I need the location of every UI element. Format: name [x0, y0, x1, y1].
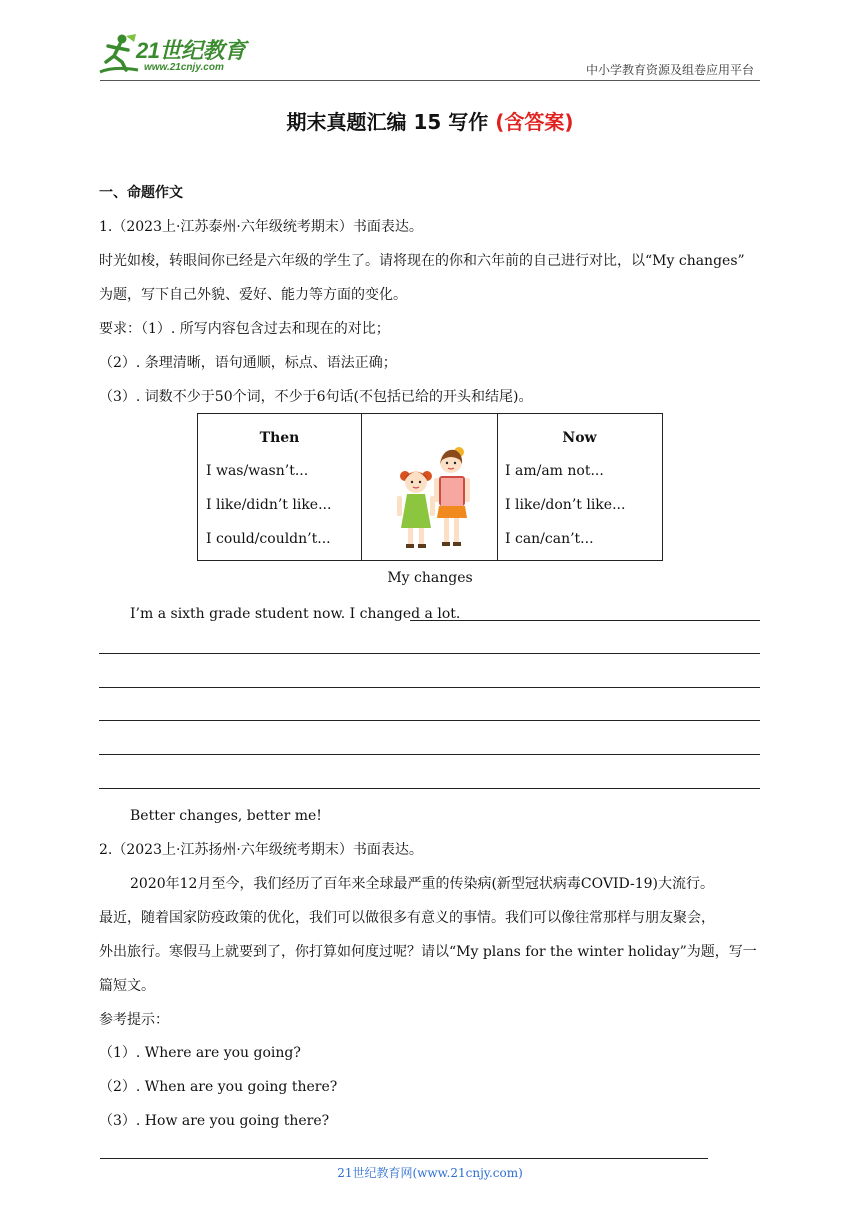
- title-main: 期末真题汇编 15 写作: [286, 110, 496, 134]
- now-item: I like/don’t like...: [505, 497, 626, 513]
- essay-closing: Better changes, better me!: [130, 808, 322, 824]
- q1-prompt-line1: 时光如梭，转眼间你已经是六年级的学生了。请将现在的你和六年前的自己进行对比，以“My changes”: [99, 253, 745, 269]
- then-column: [198, 414, 362, 560]
- now-item: I can/can’t...: [505, 531, 594, 547]
- writing-line: [99, 653, 760, 654]
- writing-line: [99, 754, 760, 755]
- now-header: Now: [562, 430, 597, 446]
- runner-logo-icon: [92, 32, 142, 76]
- q1-prompt-line2: 为题，写下自己外貌、爱好、能力等方面的变化。: [99, 287, 407, 303]
- two-girls-illustration: [383, 442, 475, 554]
- header-divider: [100, 80, 760, 81]
- q1-requirement-3: （3）. 词数不少于50个词，不少于6句话(不包括已给的开头和结尾)。: [99, 389, 533, 405]
- footer-divider: [100, 1158, 708, 1159]
- writing-line: [99, 687, 760, 688]
- page-title: [0, 106, 860, 135]
- then-item: I like/didn’t like...: [206, 497, 332, 513]
- q1-requirement-2: （2）. 条理清晰，语句通顺，标点、语法正确；: [99, 355, 397, 371]
- q1-source: 1.（2023上·江苏泰州·六年级统考期末）书面表达。: [99, 219, 423, 235]
- q2-hint: （1）. Where are you going?: [99, 1045, 301, 1061]
- q1-requirement-1: 要求：（1）. 所写内容包含过去和现在的对比；: [99, 321, 390, 337]
- header-platform-text: 中小学教育资源及组卷应用平台: [585, 63, 754, 77]
- title-highlight: (含答案): [495, 110, 574, 134]
- section-heading: 一、命题作文: [99, 185, 183, 201]
- picture-column: [361, 414, 498, 560]
- q2-hint: （3）. How are you going there?: [99, 1113, 330, 1129]
- footer-text: 21世纪教育网(www.21cnjy.com): [337, 1166, 523, 1180]
- now-column: [497, 414, 662, 560]
- older-girl-figure: [434, 447, 470, 546]
- then-item: I was/wasn’t...: [206, 463, 309, 479]
- essay-title-caption: My changes: [387, 570, 473, 586]
- then-header: Then: [259, 430, 300, 446]
- q2-paragraph-line4: 篇短文。: [99, 978, 155, 994]
- writing-line: [99, 720, 760, 721]
- young-girl-figure: [397, 471, 435, 548]
- now-item: I am/am not...: [505, 463, 604, 479]
- q2-paragraph-line3: 外出旅行。寒假马上就要到了，你打算如何度过呢？请以“My plans for the winter holiday”为题，写一: [99, 944, 757, 960]
- then-now-table: [197, 413, 663, 561]
- logo-url: www.21cnjy.com: [144, 62, 224, 73]
- q2-hint: （2）. When are you going there?: [99, 1079, 338, 1095]
- q2-paragraph-line2: 最近，随着国家防疫政策的优化，我们可以做很多有意义的事情。我们可以像往常那样与朋友聚会，: [99, 910, 715, 926]
- essay-opening: I’m a sixth grade student now. I changed a lot.: [130, 606, 461, 622]
- then-item: I could/couldn’t...: [206, 531, 331, 547]
- q2-paragraph-line1: 2020年12月至今，我们经历了百年来全球最严重的传染病(新型冠状病毒COVID-19)大流行。: [130, 876, 714, 892]
- writing-line: [410, 620, 760, 621]
- logo-wordmark: 21世纪教育: [136, 38, 246, 63]
- q2-hint-label: 参考提示：: [99, 1012, 169, 1028]
- site-logo: [92, 32, 262, 78]
- q2-source: 2.（2023上·江苏扬州·六年级统考期末）书面表达。: [99, 842, 423, 858]
- writing-line: [99, 788, 760, 789]
